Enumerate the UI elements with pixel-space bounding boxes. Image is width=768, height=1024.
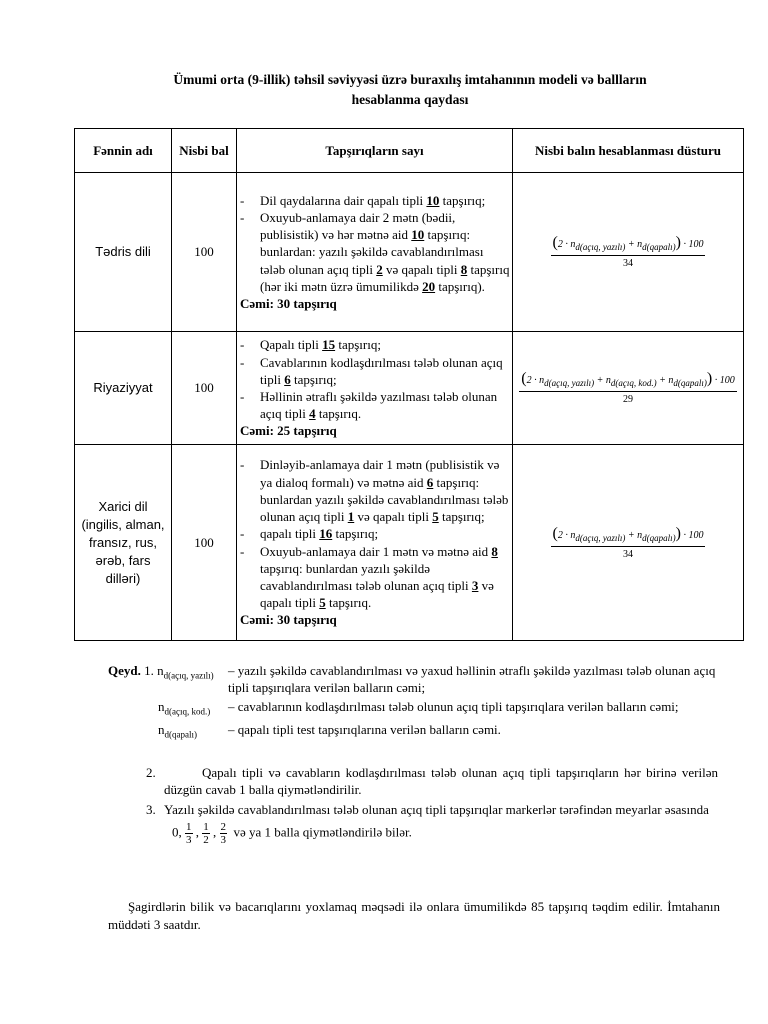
task-list: [237, 332, 513, 445]
list-item: - Cavablarının kodlaşdırılması tələb olunan açıq tipli 6 tapşırıq;: [240, 354, 503, 387]
note-3: 3. Yazılı şəkildə cavablandırılması tələb olunan açıq tipli tapşırıqlar markerlər tərəfindən meyarlar əsasında: [146, 802, 709, 817]
task-list: [237, 173, 513, 332]
document-title: [90, 70, 730, 110]
task-total: Cəmi: 25 tapşırıq: [240, 423, 337, 439]
list-item: - qapalı tipli 16 tapşırıq;: [240, 526, 379, 542]
task-total: Cəmi: 30 tapşırıq: [240, 612, 337, 628]
table-row: [75, 173, 744, 332]
relative-score: 100: [172, 332, 237, 445]
header-subject: Fənnin adı: [75, 129, 172, 173]
list-item: - Oxuyub-anlamaya dair 1 mətn və mətnə aid 8 tapşırıq: bunlardan yazılı şəkildə cavablandırılması tələb olunan açıq tipli 3 və qapalı tipli 5 tapşırıq.: [240, 543, 498, 611]
note-2: 2. Qapalı tipli və cavabların kodlaşdırılması tələb olunan açıq tipli tapşırıqların hər birinə verilən düzgün cavab 1 balla qiymətləndirilir.: [146, 765, 718, 797]
title-line-2: hesablanma qaydası: [351, 92, 469, 107]
notes-section: [108, 662, 718, 846]
score-formula: $\frac{(2 \cdot n_{d(açıq, yazılı)} + n_{d(qapalı)}) \cdot 100}{34}$: [513, 173, 744, 332]
relative-score: 100: [172, 173, 237, 332]
subject-name: Tədris dili: [75, 173, 172, 332]
header-formula: Nisbi balın hesablanması düsturu: [513, 129, 744, 173]
task-total: Cəmi: 30 tapşırıq: [240, 296, 337, 311]
list-item: - Həllinin ətraflı şəkildə yazılması tələb olunan açıq tipli 4 tapşırıq.: [240, 389, 498, 422]
note-n-qapali: $n_{d(qapalı)}$ – qapalı tipli test tapşırıqlarına verilən balların cəmi.: [158, 722, 501, 740]
score-formula: $\frac{(2 \cdot n_{d(açıq, yazılı)} + n_{d(qapalı)}) \cdot 100}{34}$: [513, 445, 744, 641]
list-item: - Dinləyib-anlamaya dair 1 mətn (publisistik və ya dialoq formalı) və mətnə aid 6 tapşırıq: bunlardan yazılı şəkildə cavablandırılması tələb olunan açıq tipli 1 və qapalı tipli 5 tapşırıq;: [240, 457, 509, 525]
subject-name: Xarici dil (ingilis, alman, fransız, rus, ərəb, fars dilləri): [75, 445, 172, 641]
list-item: - Oxuyub-anlamaya dair 2 mətn (bədii, publisistik) və hər mətnə aid 10 tapşırıq: bunlardan: yazılı şəkildə cavablandırılması tələb olunan açıq tipli 2 və qapalı tipli 8 tapşırıq (hər iki mətn üzrə ümumilikdə 20 tapşırıq).: [240, 209, 510, 294]
footer-paragraph: Şagirdlərin bilik və bacarıqlarını yoxlamaq məqsədi ilə onlara ümumilikdə 85 tapşırıq təqdim edilir. İmtahanın müddəti 3 saatdır.: [108, 899, 720, 932]
table-row: [75, 445, 744, 641]
header-tasks: Tapşırıqların sayı: [237, 129, 513, 173]
note-n-kod: $n_{d(açıq, kod.)}$ – cavablarının kodlaşdırılması tələb olunun açıq tipli tapşırıqlara verilən balların cəmi;: [158, 699, 679, 717]
subject-name: Riyaziyyat: [75, 332, 172, 445]
note-3-values: 0, $\frac{1}{3}$ , $\frac{1}{2}$ , $\frac{2}{3}$ və ya 1 balla qiymətləndirilə bilər.: [172, 821, 412, 846]
title-line-1: Ümumi orta (9-illik) təhsil səviyyəsi üzrə buraxılış imtahanının modeli və ballların: [173, 72, 647, 87]
task-list: [237, 445, 513, 641]
score-formula: $\frac{(2 \cdot n_{d(açıq, yazılı)} + n_{d(açıq, kod.)} + n_{d(qapalı)}) \cdot 100}{29}$: [513, 332, 744, 445]
notes-label: Qeyd.: [108, 663, 141, 678]
list-item: - Qapalı tipli 15 tapşırıq;: [240, 337, 381, 353]
relative-score: 100: [172, 445, 237, 641]
header-bal: Nisbi bal: [172, 129, 237, 173]
list-item: - Dil qaydalarına dair qapalı tipli 10 tapşırıq;: [240, 192, 486, 208]
table-header-row: [75, 129, 744, 173]
table-row: [75, 332, 744, 445]
note-1: Qeyd. 1. $n_{d(açıq, yazılı)}$ – yazılı şəkildə cavablandırılması və yaxud həllinin ətraflı şəkildə yazılması tələb olunan açıq tipli tapşırıqlara verilən balların cəmi;: [108, 663, 716, 695]
exam-model-table: [74, 128, 744, 641]
